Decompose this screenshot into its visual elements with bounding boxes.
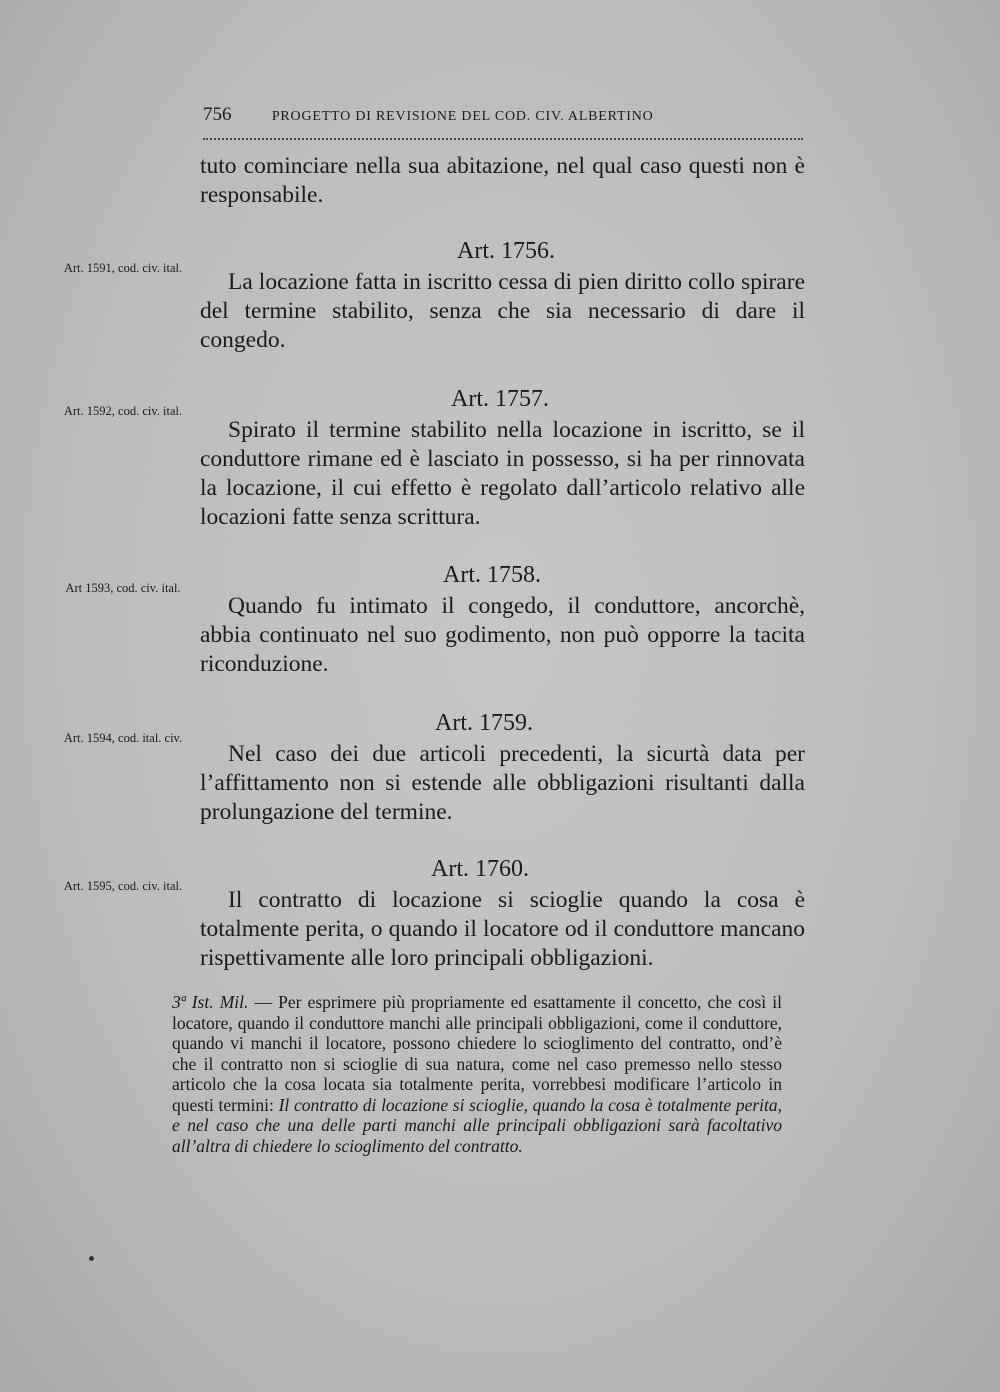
note-proposed-text: Il contratto di locazione si scioglie, quando la cosa è totalmente perita, e nel caso che una delle parti manchi alle principali obbligazioni sarà facoltativo all’altra di chiedere lo scioglimento del contratto. [172,1094,782,1156]
running-title: PROGETTO DI REVISIONE DEL COD. CIV. ALBERTINO [271,109,654,124]
note-text: — Per esprimere più propriamente ed esattamente il concetto, che così il locatore, quando il conduttore manchi alle principali obbligazioni, come il conduttore, quando vi manchi il locatore, possono chiedere lo scioglimento del contratto, ond’è che il contratto non si scioglie di sua natura, come nel caso premesso nello stesso articolo che la cosa locata sia totalmente perita, vorrebbesi modificare l’articolo in questi termini: [172,992,782,1115]
continuation-text: tuto cominciare nella sua abitazione, nel qual caso questi non è responsabile. [200,153,805,208]
article-text: La locazione fatta in iscritto cessa di pien diritto collo spirare del termine stabilito, senza che sia necessario di dare il congedo. [200,269,805,353]
ink-dot [89,1256,94,1261]
margin-reference: Art. 1592, cod. civ. ital. [63,404,183,418]
running-header [203,104,803,126]
article-text: Il contratto di locazione si scioglie quando la cosa è totalmente perita, o quando il locatore od il conduttore mancano rispettivamente alle loro principali obbligazioni. [200,887,805,971]
article-text: Nel caso dei due articoli precedenti, la sicurtà data per l’affittamento non si estende alle obbligazioni risultanti dalla prolungazione del termine. [200,741,805,825]
article-title: Art. 1756. [457,238,555,264]
margin-reference: Art. 1594, cod. ital. civ. [63,731,183,745]
note-source: 3ª Ist. Mil. [172,992,249,1012]
article-text: Quando fu intimato il congedo, il conduttore, ancorchè, abbia continuato nel suo godimento, non può opporre la tacita riconduzione. [200,593,805,677]
article-title: Art. 1757. [451,386,549,412]
margin-reference: Art 1593, cod. civ. ital. [65,581,181,595]
commentary-note [172,992,782,1156]
article-text: Spirato il termine stabilito nella locazione in iscritto, se il conduttore rimane ed è lasciato in possesso, si ha per rinnovata la locazione, il cui effetto è regolato dall’articolo relativo alle locazioni fatte senza scrittura. [200,417,805,530]
article-title: Art. 1758. [443,562,541,588]
page-number: 756 [203,104,232,125]
header-rule [203,138,803,140]
margin-reference: Art. 1591, cod. civ. ital. [63,261,183,275]
article-title: Art. 1759. [435,710,533,736]
margin-reference: Art. 1595, cod. civ. ital. [63,879,183,893]
article-title: Art. 1760. [431,856,529,882]
